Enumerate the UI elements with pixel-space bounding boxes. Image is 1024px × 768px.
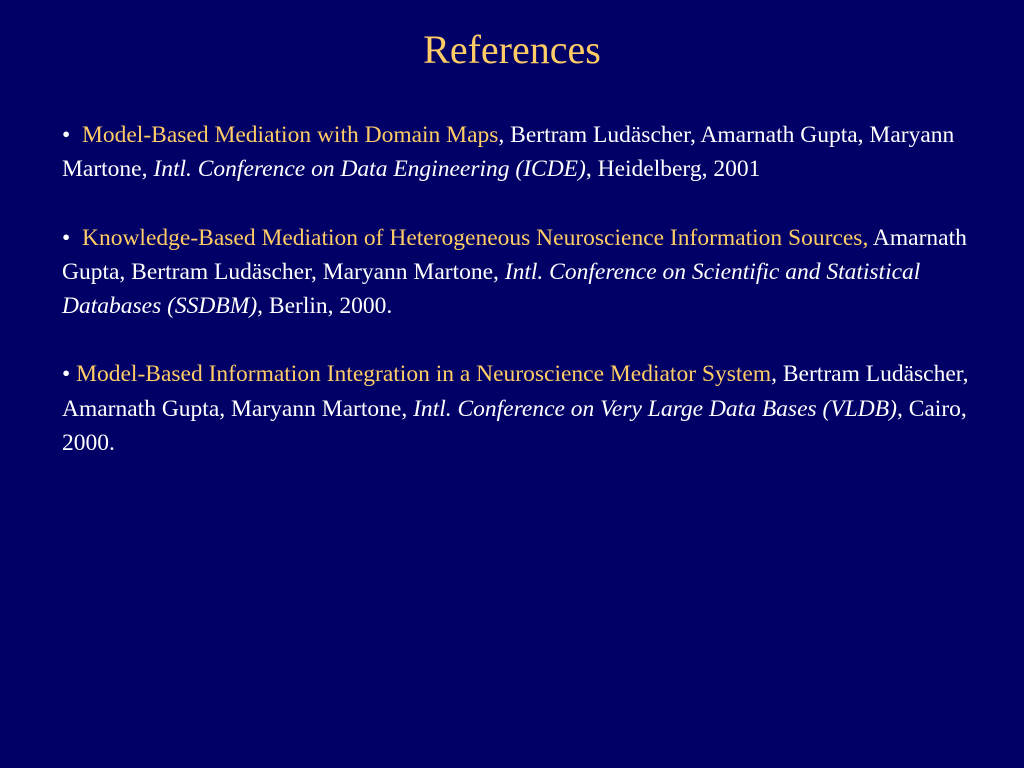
reference-venue: Intl. Conference on Data Engineering (ICDE) [153,156,586,183]
reference-location-year: , Berlin, 2000. [257,293,393,320]
reference-list [62,118,1017,494]
reference-title: Model-Based Mediation with Domain Maps [81,122,499,148]
bullet: • [62,224,71,251]
slide-title: References [423,27,601,72]
reference-item-ssdbm [62,221,1017,324]
reference-title: Model-Based Information Integration in a Neuroscience Mediator System [76,361,772,388]
reference-location-year: , Heidelberg, 2001 [585,156,761,183]
reference-authors: , Bertram Ludäscher, Amarnath Gupta, Maryann Martone, [62,122,955,183]
reference-venue: Intl. Conference on Very Large Data Bases (VLDB) [413,395,897,422]
reference-authors: Amarnath Gupta, Bertram Ludäscher, Maryann Martone, [62,224,967,285]
bullet: • [62,122,71,148]
reference-item-vldb [62,357,1017,460]
reference-venue: Intl. Conference on Scientific and Statistical Databases (SSDBM) [62,258,921,320]
reference-location-year: , Cairo, 2000. [62,395,967,457]
reference-authors: , Bertram Ludäscher, Amarnath Gupta, Maryann Martone, [62,361,969,422]
reference-title: Knowledge-Based Mediation of Heterogeneous Neuroscience Information Sources, [81,224,869,251]
reference-item-icde [62,118,1017,187]
bullet: • [62,361,71,388]
